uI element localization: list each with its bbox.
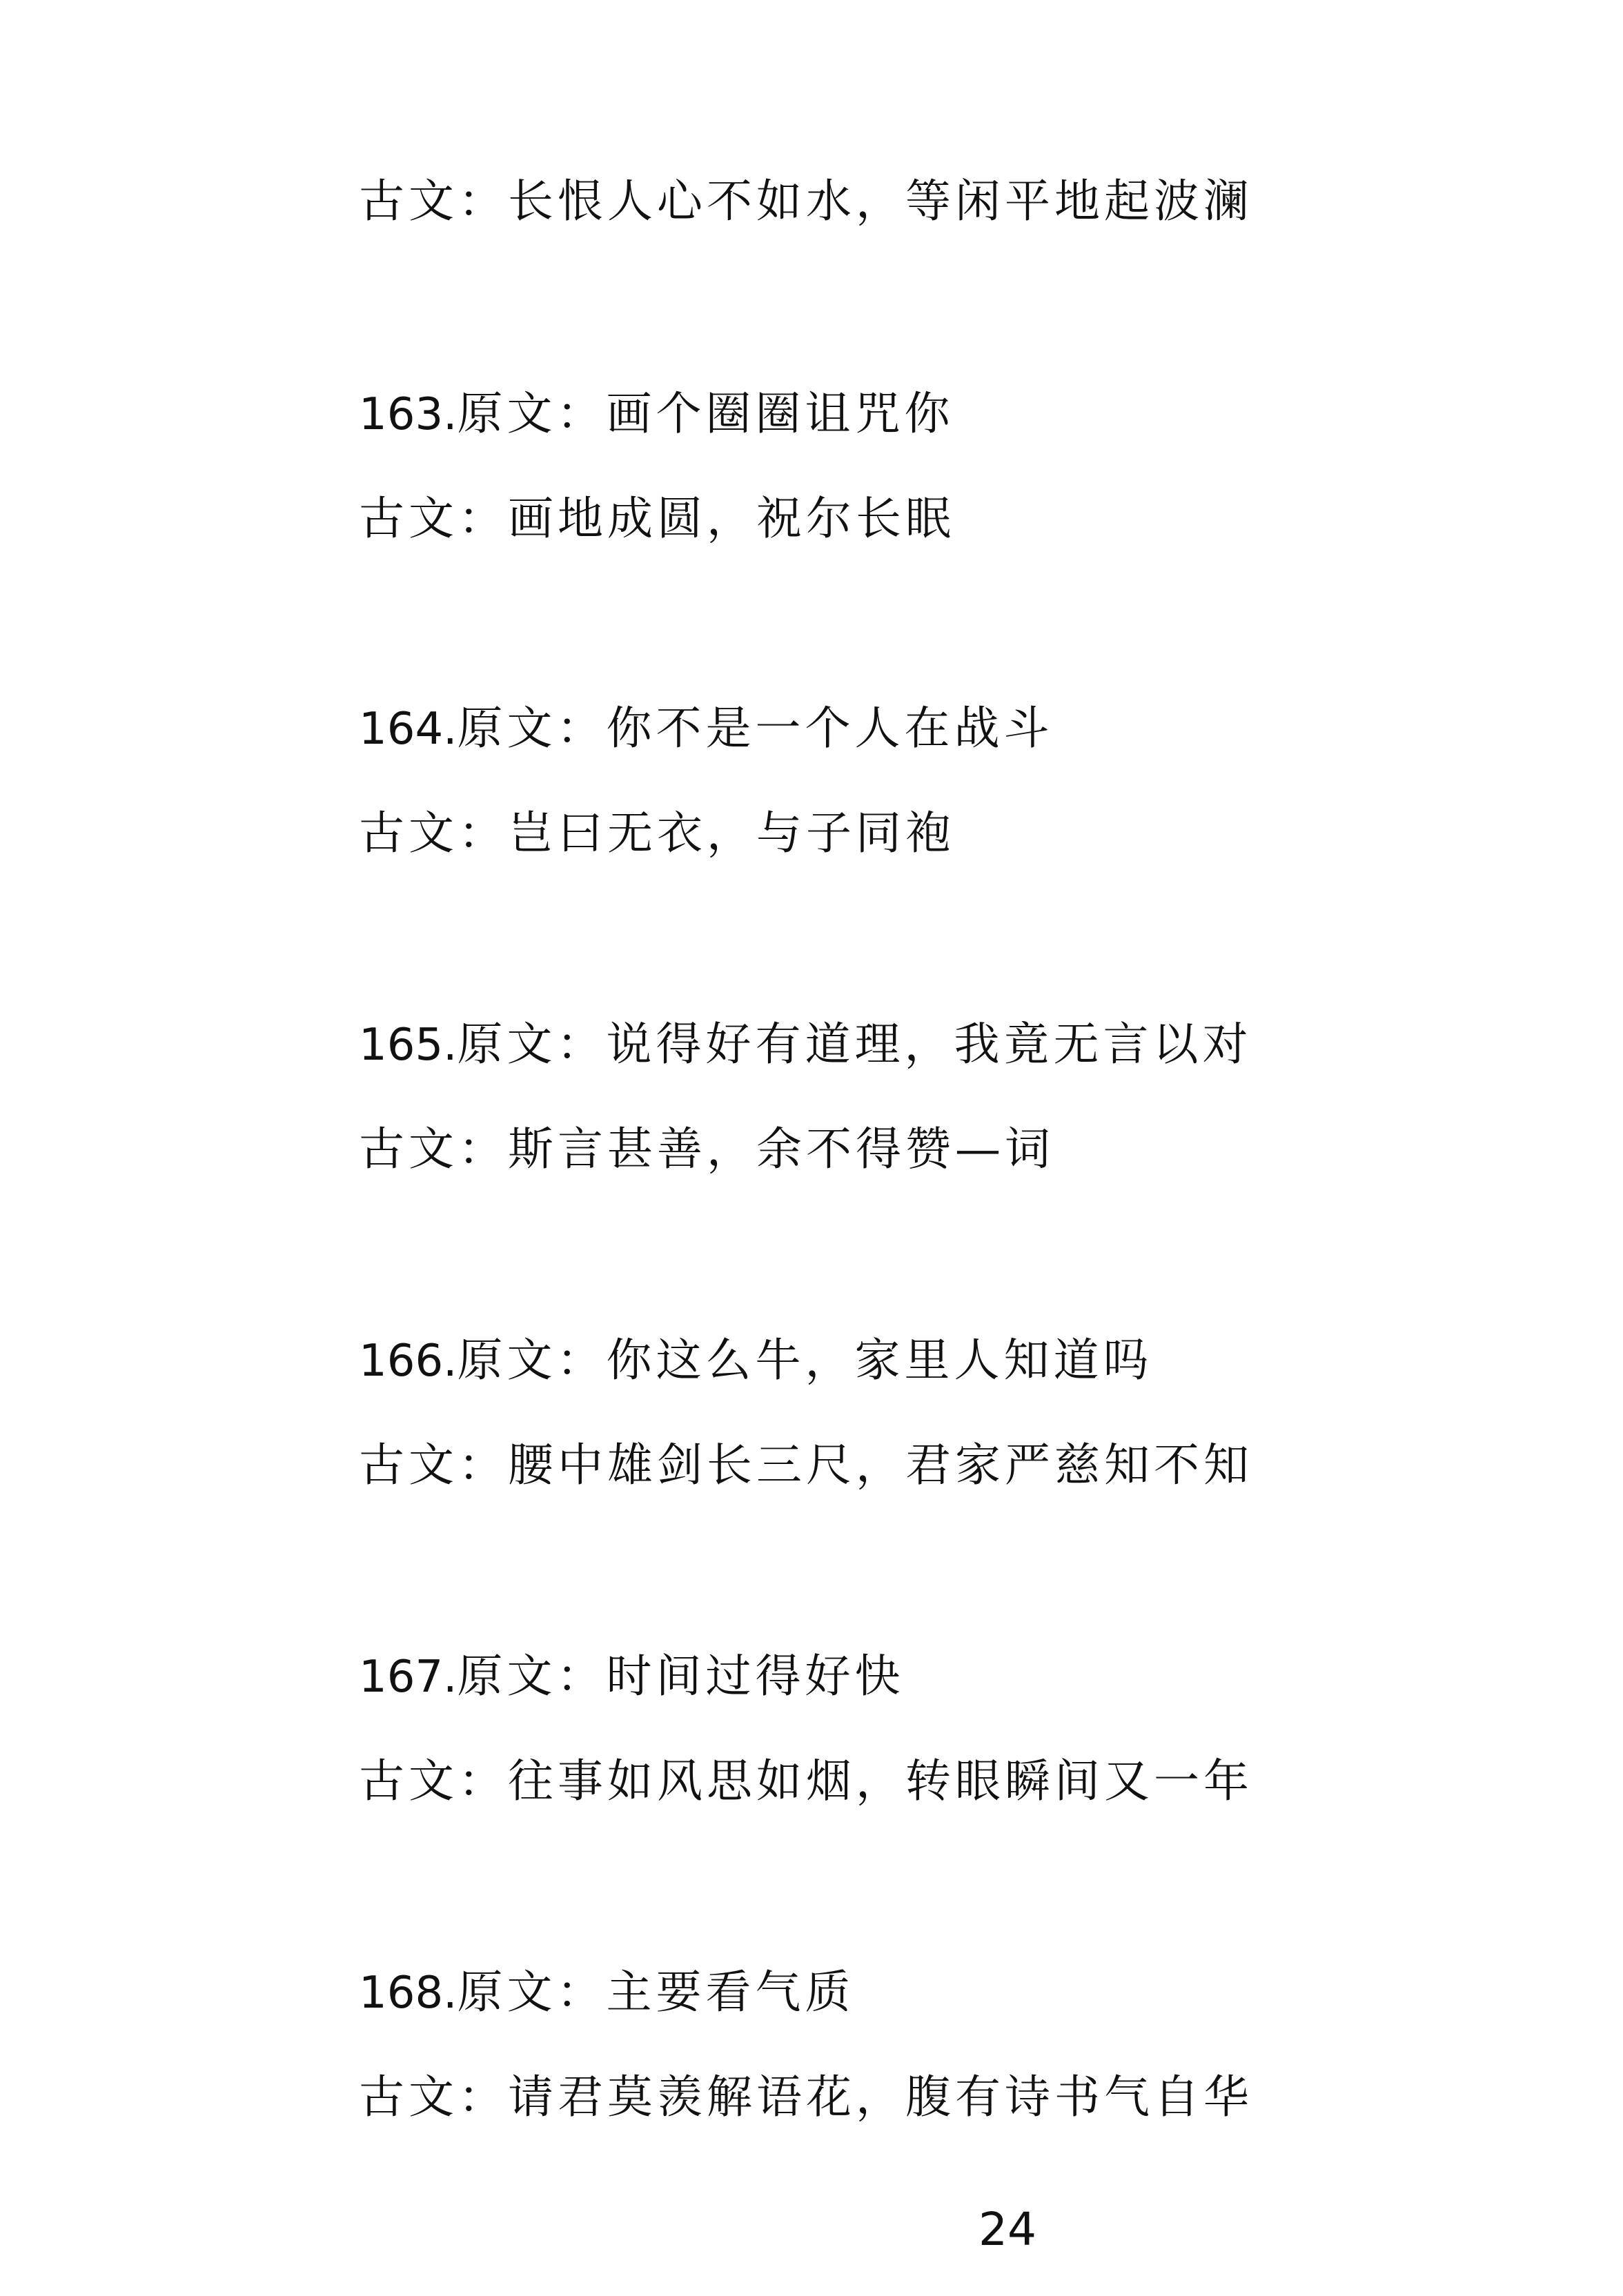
original-text-166 (359, 1333, 1153, 1389)
line-text: 古文：腰中雄剑长三尺，君家严慈知不知 (359, 1438, 1253, 1492)
line-text: 原文：主要看气质 (457, 1966, 855, 2019)
original-text-165 (359, 1017, 1252, 1073)
line-text: 古文：岂曰无衣，与子同袍 (359, 806, 955, 860)
ancient-text-166 (359, 1438, 1253, 1493)
page-number: 24 (978, 2203, 1036, 2250)
original-text-168 (359, 1965, 855, 2021)
item-number: 168. (359, 1968, 458, 2019)
line-text: 古文：画地成圆，祝尔长眠 (359, 492, 955, 545)
item-number: 166. (359, 1336, 458, 1387)
line-text: 原文：画个圈圈诅咒你 (457, 387, 954, 440)
line-text: 原文：说得好有道理，我竟无言以对 (457, 1018, 1252, 1071)
item-number: 167. (359, 1652, 458, 1703)
ancient-text-167 (359, 1754, 1253, 1809)
ancient-text-168 (359, 2070, 1253, 2125)
original-text-167 (359, 1649, 905, 1705)
line-text: 原文：时间过得好快 (457, 1650, 905, 1703)
ancient-text-164 (359, 806, 955, 861)
line-text: 古文：斯言甚善，余不得赞—词 (359, 1122, 1054, 1176)
item-number: 163. (359, 389, 458, 440)
item-number: 165. (359, 1020, 458, 1071)
ancient-text-165 (359, 1122, 1054, 1177)
item-number: 164. (359, 704, 458, 755)
line-text: 古文：请君莫羡解语花，腹有诗书气自华 (359, 2070, 1253, 2124)
line-text: 古文：长恨人心不如水，等闲平地起波澜 (359, 175, 1253, 228)
original-text-164 (359, 701, 1054, 757)
ancient-text-163 (359, 491, 955, 546)
line-text: 古文：往事如风思如烟，转眼瞬间又一年 (359, 1754, 1253, 1808)
line-text: 原文：你这么牛，家里人知道吗 (457, 1334, 1153, 1387)
ancient-text-162 (359, 174, 1253, 229)
original-text-163 (359, 386, 954, 442)
line-text: 原文：你不是一个人在战斗 (457, 702, 1054, 755)
